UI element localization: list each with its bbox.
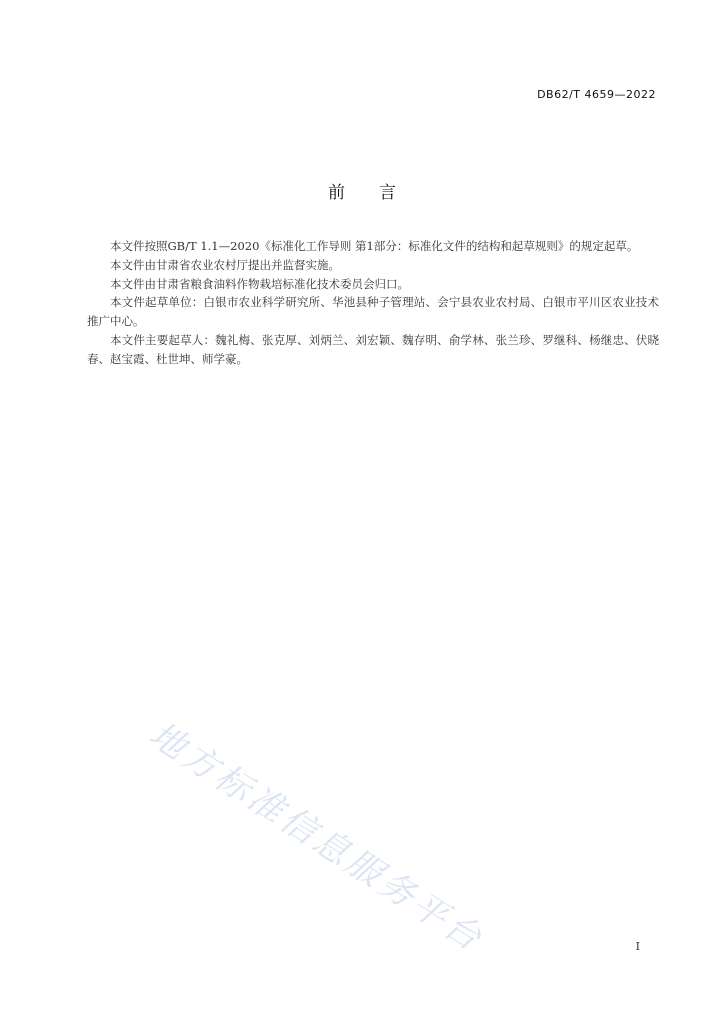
page-title: 前言	[328, 183, 430, 203]
watermark: 地方标准信息服务平台	[141, 714, 491, 961]
paragraph-drafting-rules: 本文件按照GB/T 1.1—2020《标准化工作导则 第1部分：标准化文件的结构和起草规则》的规定起草。	[110, 239, 639, 253]
body-text	[87, 237, 659, 369]
paragraph-committee: 本文件由甘肃省粮食油料作物栽培标准化技术委员会归口。	[110, 276, 409, 291]
document-code: DB62/T 4659—2022	[537, 88, 656, 101]
paragraph-proposer: 本文件由甘肃省农业农村厅提出并监督实施。	[110, 257, 340, 272]
paragraph-drafters: 本文件主要起草人：魏礼梅、张克厚、刘炳兰、刘宏颖、魏存明、俞学林、张兰珍、罗继科、杨继忠、伏晓春、赵宝霞、杜世坤、师学豪。	[87, 332, 659, 366]
page-number: I	[635, 940, 640, 953]
paragraph-drafting-units: 本文件起草单位：白银市农业科学研究所、华池县种子管理站、会宁县农业农村局、白银市平川区农业技术推广中心。	[87, 295, 659, 329]
